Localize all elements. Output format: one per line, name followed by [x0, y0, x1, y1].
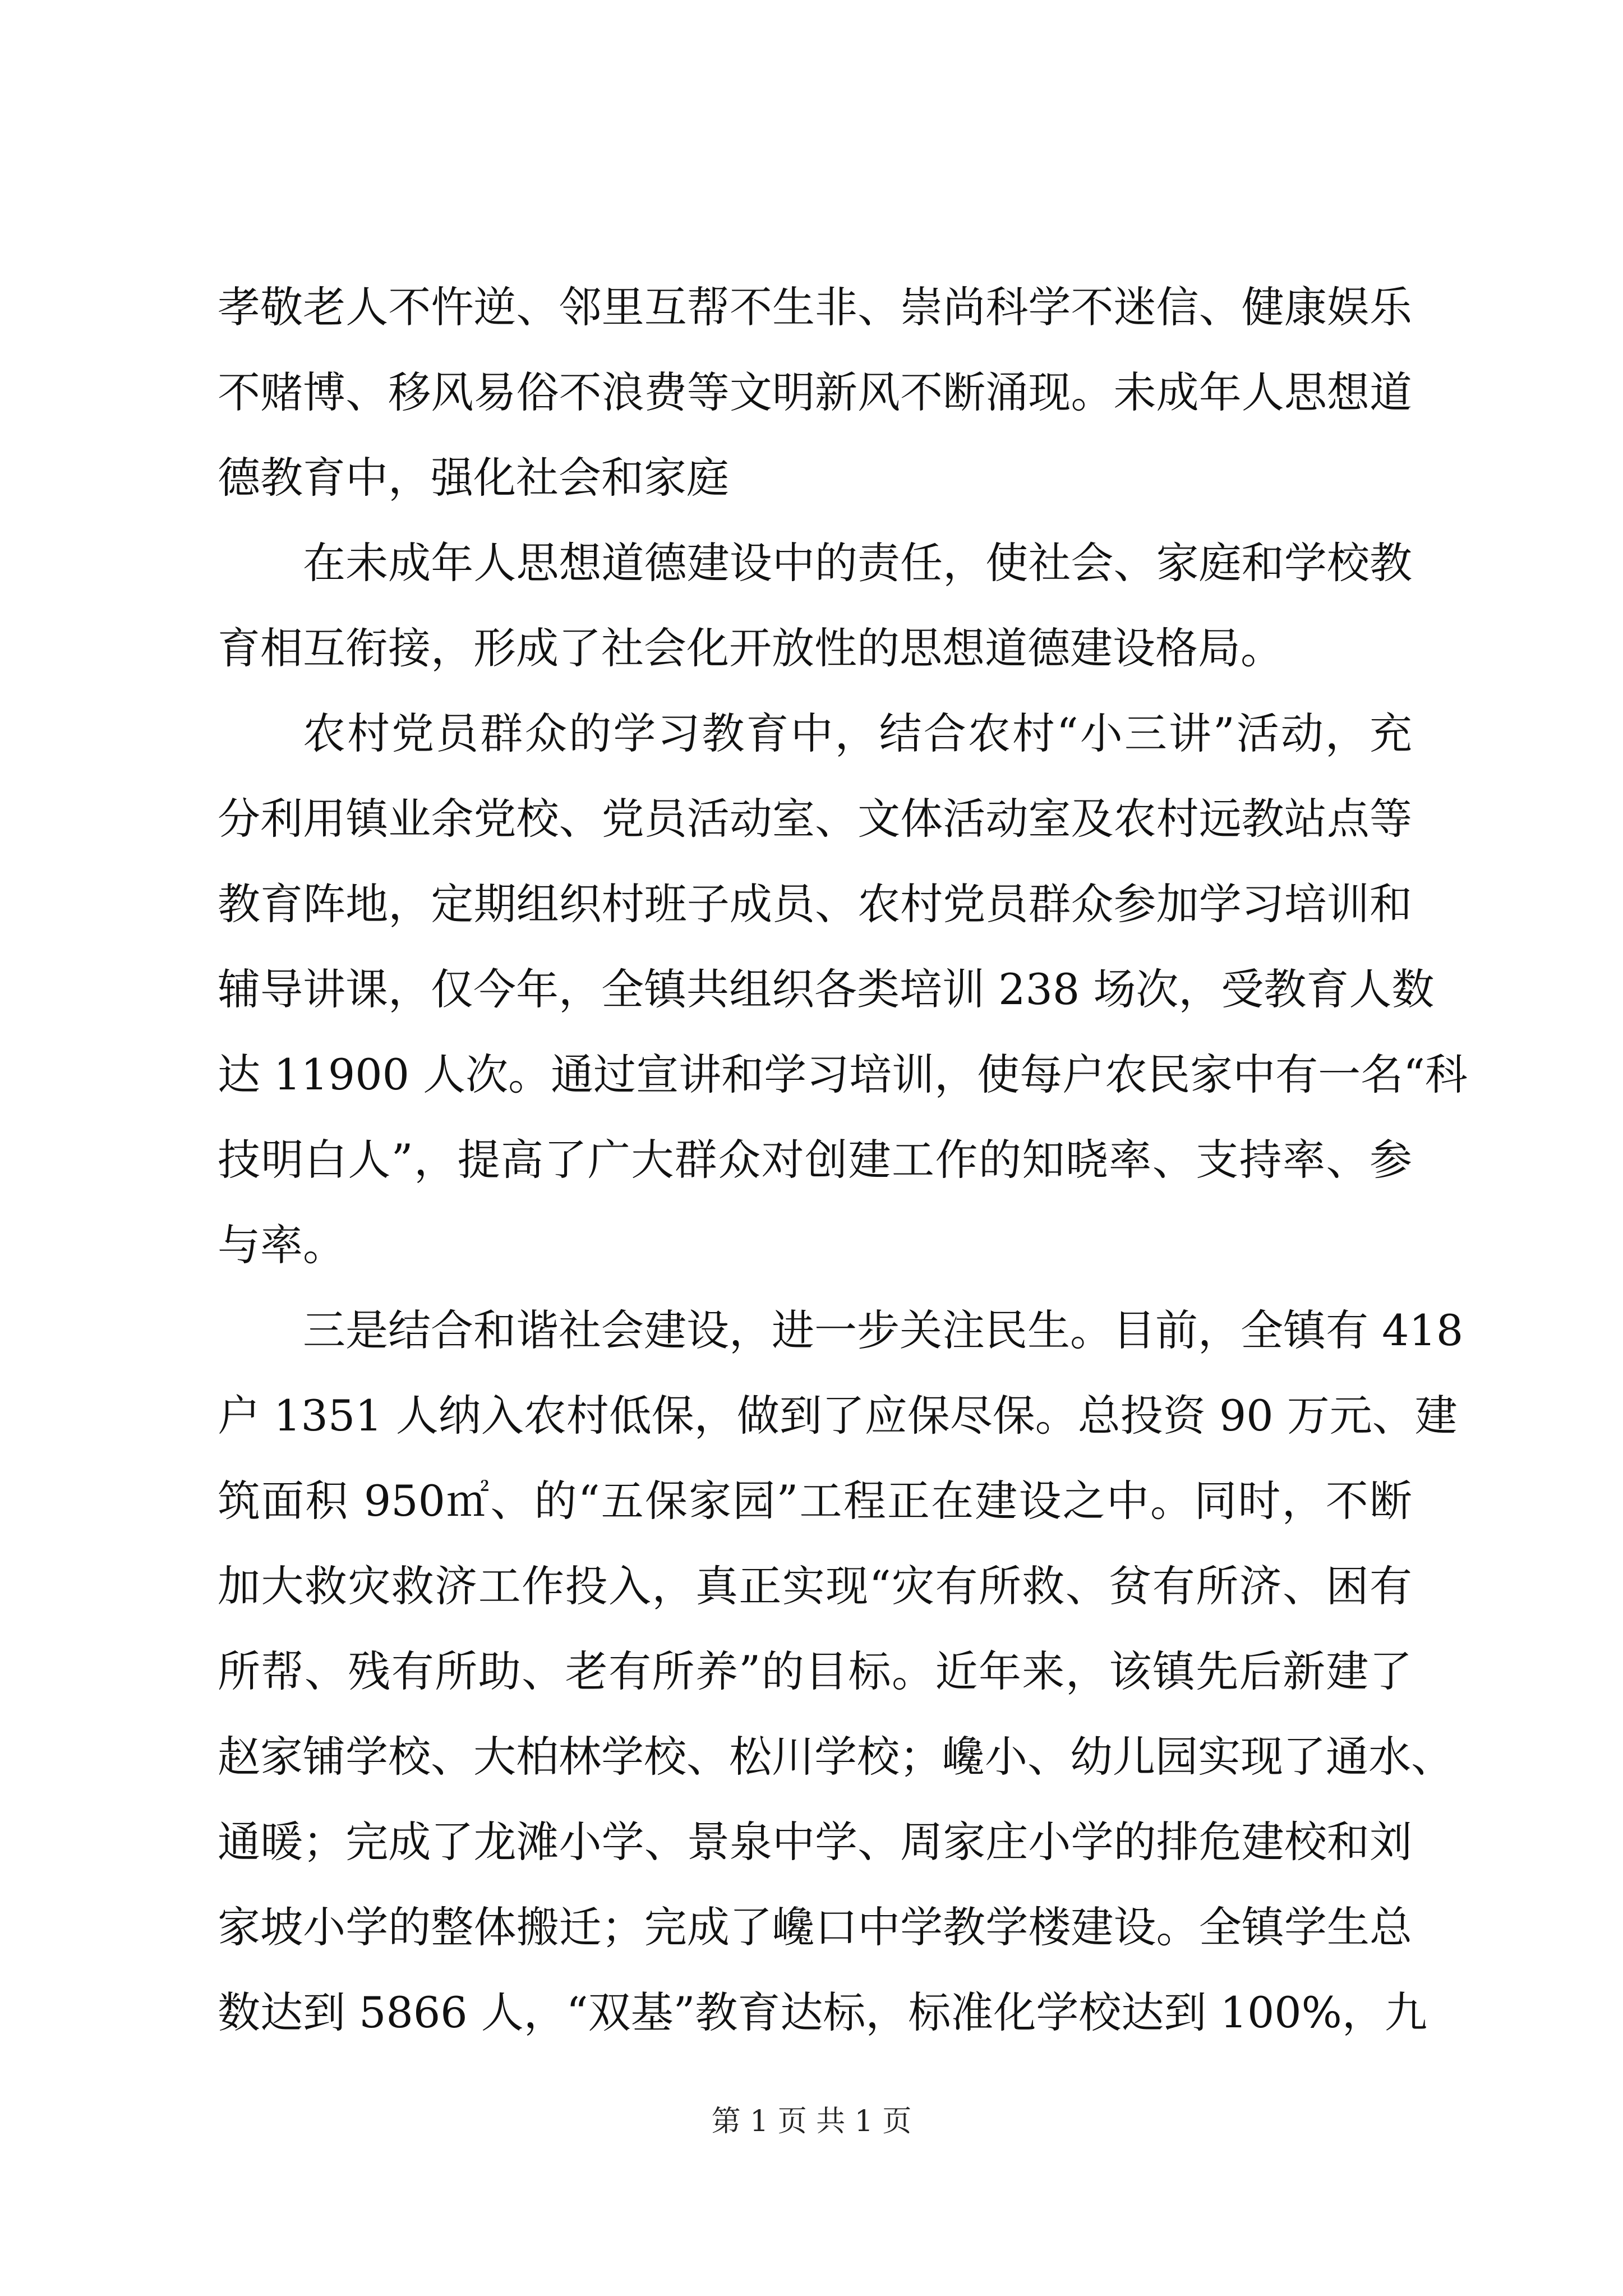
text-line: 不赌博、移风易俗不浪费等文明新风不断涌现。未成年人思想道 — [218, 367, 1412, 417]
text-line: 家坡小学的整体搬迁；完成了巉口中学教学楼建设。全镇学生总 — [218, 1902, 1412, 1952]
text-line: 教育阵地，定期组织村班子成员、农村党员群众参加学习培训和 — [218, 879, 1412, 929]
text-line: 户 1351 人纳入农村低保，做到了应保尽保。总投资 90 万元、建 — [218, 1391, 1458, 1441]
document-body — [218, 265, 1468, 2055]
text-line: 数达到 5866 人，“双基”教育达标，标准化学校达到 100%，九 — [218, 1987, 1427, 2037]
text-line: 所帮、残有所助、老有所养”的目标。近年来，该镇先后新建了 — [218, 1646, 1412, 1696]
text-line: 达 11900 人次。通过宣讲和学习培训，使每户农民家中有一名“科 — [218, 1050, 1468, 1099]
text-line: 德教育中，强化社会和家庭 — [218, 453, 729, 503]
text-line: 三是结合和谐社会建设，进一步关注民生。目前，全镇有 418 — [303, 1305, 1464, 1355]
text-line: 育相互衔接，形成了社会化开放性的思想道德建设格局。 — [218, 623, 1283, 673]
text-line: 农村党员群众的学习教育中，结合农村“小三讲”活动，充 — [303, 708, 1412, 758]
text-line: 在未成年人思想道德建设中的责任，使社会、家庭和学校教 — [303, 538, 1412, 588]
text-line: 分利用镇业余党校、党员活动室、文体活动室及农村远教站点等 — [218, 794, 1412, 844]
text-line: 通暖；完成了龙滩小学、景泉中学、周家庄小学的排危建校和刘 — [218, 1817, 1412, 1867]
text-line: 与率。 — [218, 1220, 345, 1270]
page-footer: 第 1 页 共 1 页 — [711, 2105, 912, 2138]
text-line: 孝敬老人不忤逆、邻里互帮不生非、崇尚科学不迷信、健康娱乐 — [218, 282, 1412, 332]
text-line: 加大救灾救济工作投入，真正实现“灾有所救、贫有所济、困有 — [218, 1561, 1412, 1611]
text-line: 辅导讲课，仅今年，全镇共组织各类培训 238 场次，受教育人数 — [218, 964, 1435, 1014]
text-line: 筑面积 950㎡、的“五保家园”工程正在建设之中。同时，不断 — [218, 1476, 1412, 1526]
text-line: 赵家铺学校、大柏林学校、松川学校；巉小、幼儿园实现了通水、 — [218, 1732, 1454, 1782]
text-line: 技明白人”，提高了广大群众对创建工作的知晓率、支持率、参 — [218, 1135, 1412, 1185]
